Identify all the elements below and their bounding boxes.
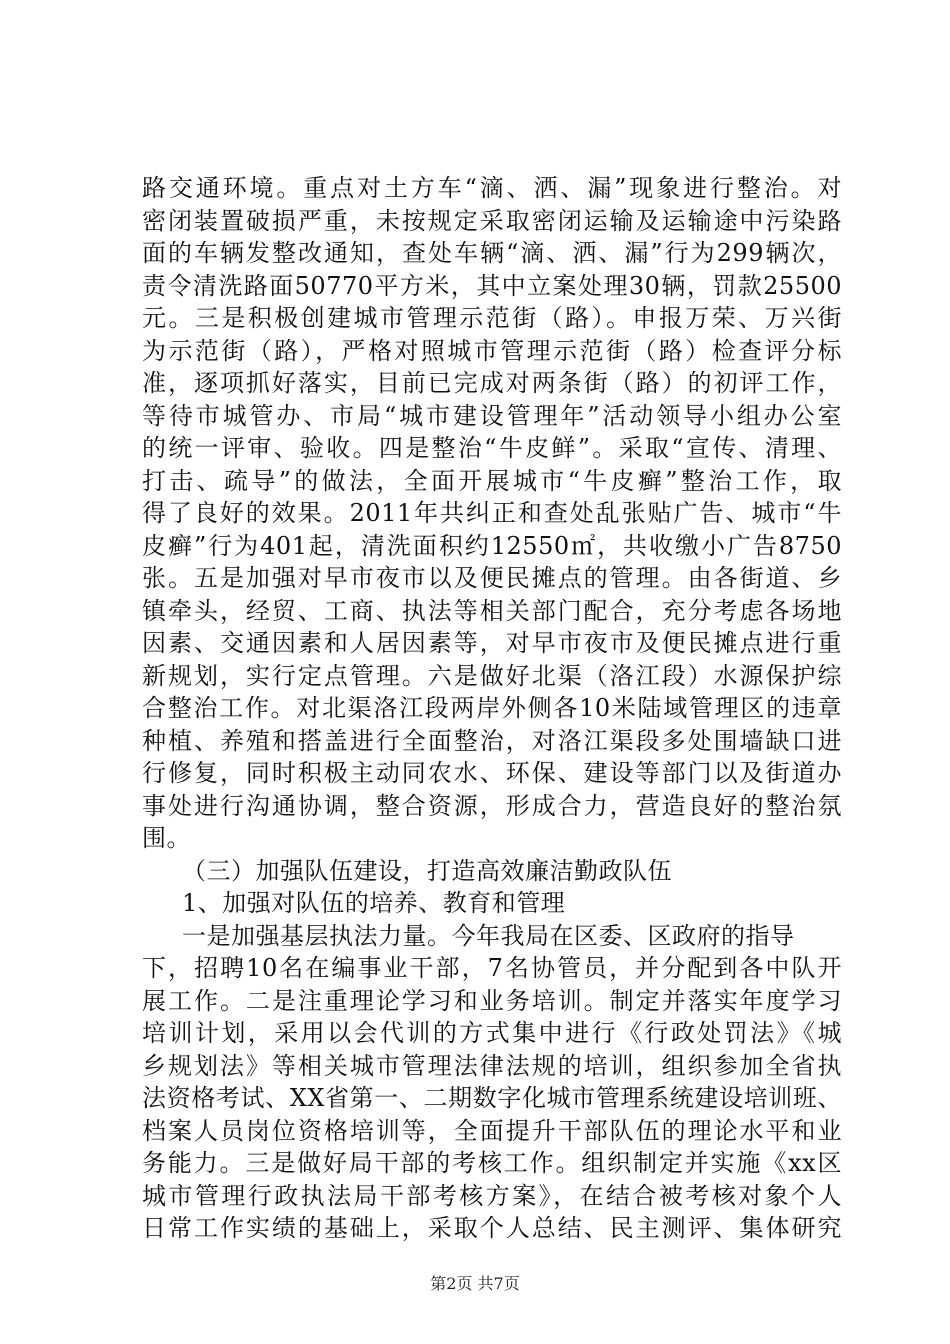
- text-line: 围。: [142, 824, 191, 852]
- text-line: 打击、疏导”的做法，全面开展城市“牛皮癣”整治工作，取: [142, 466, 842, 495]
- text-line: 皮癣”行为401起，清洗面积约12550㎡，共收缴小广告8750: [142, 531, 842, 560]
- text-line: 乡规划法》等相关城市管理法律法规的培训，组织参加全省执: [142, 1051, 842, 1080]
- text-line: 责令清洗路面50770平方米，其中立案处理30辆，罚款25500: [142, 271, 842, 300]
- text-line: 培训计划，采用以会代训的方式集中进行《行政处罚法》《城: [142, 1019, 842, 1047]
- body-text: [142, 172, 842, 1245]
- text-line: 行修复，同时积极主动同农水、环保、建设等部门以及街道办: [142, 759, 842, 787]
- text-line: 得了良好的效果。2011年共纠正和查处乱张贴广告、城市“牛: [142, 499, 842, 527]
- text-line: 准，逐项抓好落实，目前已完成对两条街（路）的初评工作，: [142, 369, 842, 397]
- text-line: 事处进行沟通协调，整合资源，形成合力，营造良好的整治氛: [142, 791, 842, 820]
- text-line: 密闭装置破损严重，未按规定采取密闭运输及运输途中污染路: [142, 206, 842, 235]
- text-line: 展工作。二是注重理论学习和业务培训。制定并落实年度学习: [142, 986, 842, 1015]
- text-line: 城市管理行政执法局干部考核方案》，在结合被考核对象个人: [142, 1181, 842, 1210]
- text-line: 因素、交通因素和人居因素等，对早市夜市及便民摊点进行重: [142, 629, 842, 657]
- text-line: 合整治工作。对北渠洛江段两岸外侧各10米陆域管理区的违章: [142, 694, 842, 722]
- text-line: 档案人员岗位资格培训等，全面提升干部队伍的理论水平和业: [142, 1116, 842, 1145]
- text-line: 法资格考试、XX省第一、二期数字化城市管理系统建设培训班、: [142, 1084, 842, 1112]
- text-line: 种植、养殖和搭盖进行全面整治，对洛江渠段多处围墙缺口进: [142, 726, 842, 755]
- text-line: 镇牵头，经贸、工商、执法等相关部门配合，充分考虑各场地: [142, 596, 842, 625]
- text-line: 日常工作实绩的基础上，采取个人总结、民主测评、集体研究: [142, 1214, 842, 1242]
- text-line: 务能力。三是做好局干部的考核工作。组织制定并实施《xx区: [142, 1149, 842, 1177]
- text-line: 新规划，实行定点管理。六是做好北渠（洛江段）水源保护综: [142, 661, 842, 690]
- text-line: 等待市城管办、市局“城市建设管理年”活动领导小组办公室: [142, 401, 842, 430]
- subsection-heading: 1、加强对队伍的培养、教育和管理: [182, 889, 566, 917]
- page-footer: 第2页 共7页: [430, 1274, 520, 1293]
- text-line: 路交通环境。重点对土方车“滴、洒、漏”现象进行整治。对: [142, 174, 842, 202]
- text-line: 一是加强基层执法力量。今年我局在区委、区政府的指导: [182, 921, 795, 950]
- section-heading: （三）加强队伍建设，打造高效廉洁勤政队伍: [182, 856, 672, 885]
- text-line: 张。五是加强对早市夜市以及便民摊点的管理。由各街道、乡: [142, 564, 842, 592]
- text-line: 的统一评审、验收。四是整治“牛皮鲜”。采取“宣传、清理、: [142, 434, 842, 462]
- text-line: 面的车辆发整改通知，查处车辆“滴、洒、漏”行为299辆次，: [142, 239, 842, 267]
- text-line: 下，招聘10名在编事业干部，7名协管员，并分配到各中队开: [142, 954, 842, 982]
- text-line: 元。三是积极创建城市管理示范街（路）。申报万荣、万兴街: [142, 304, 842, 332]
- text-line: 为示范街（路），严格对照城市管理示范街（路）检查评分标: [142, 336, 842, 365]
